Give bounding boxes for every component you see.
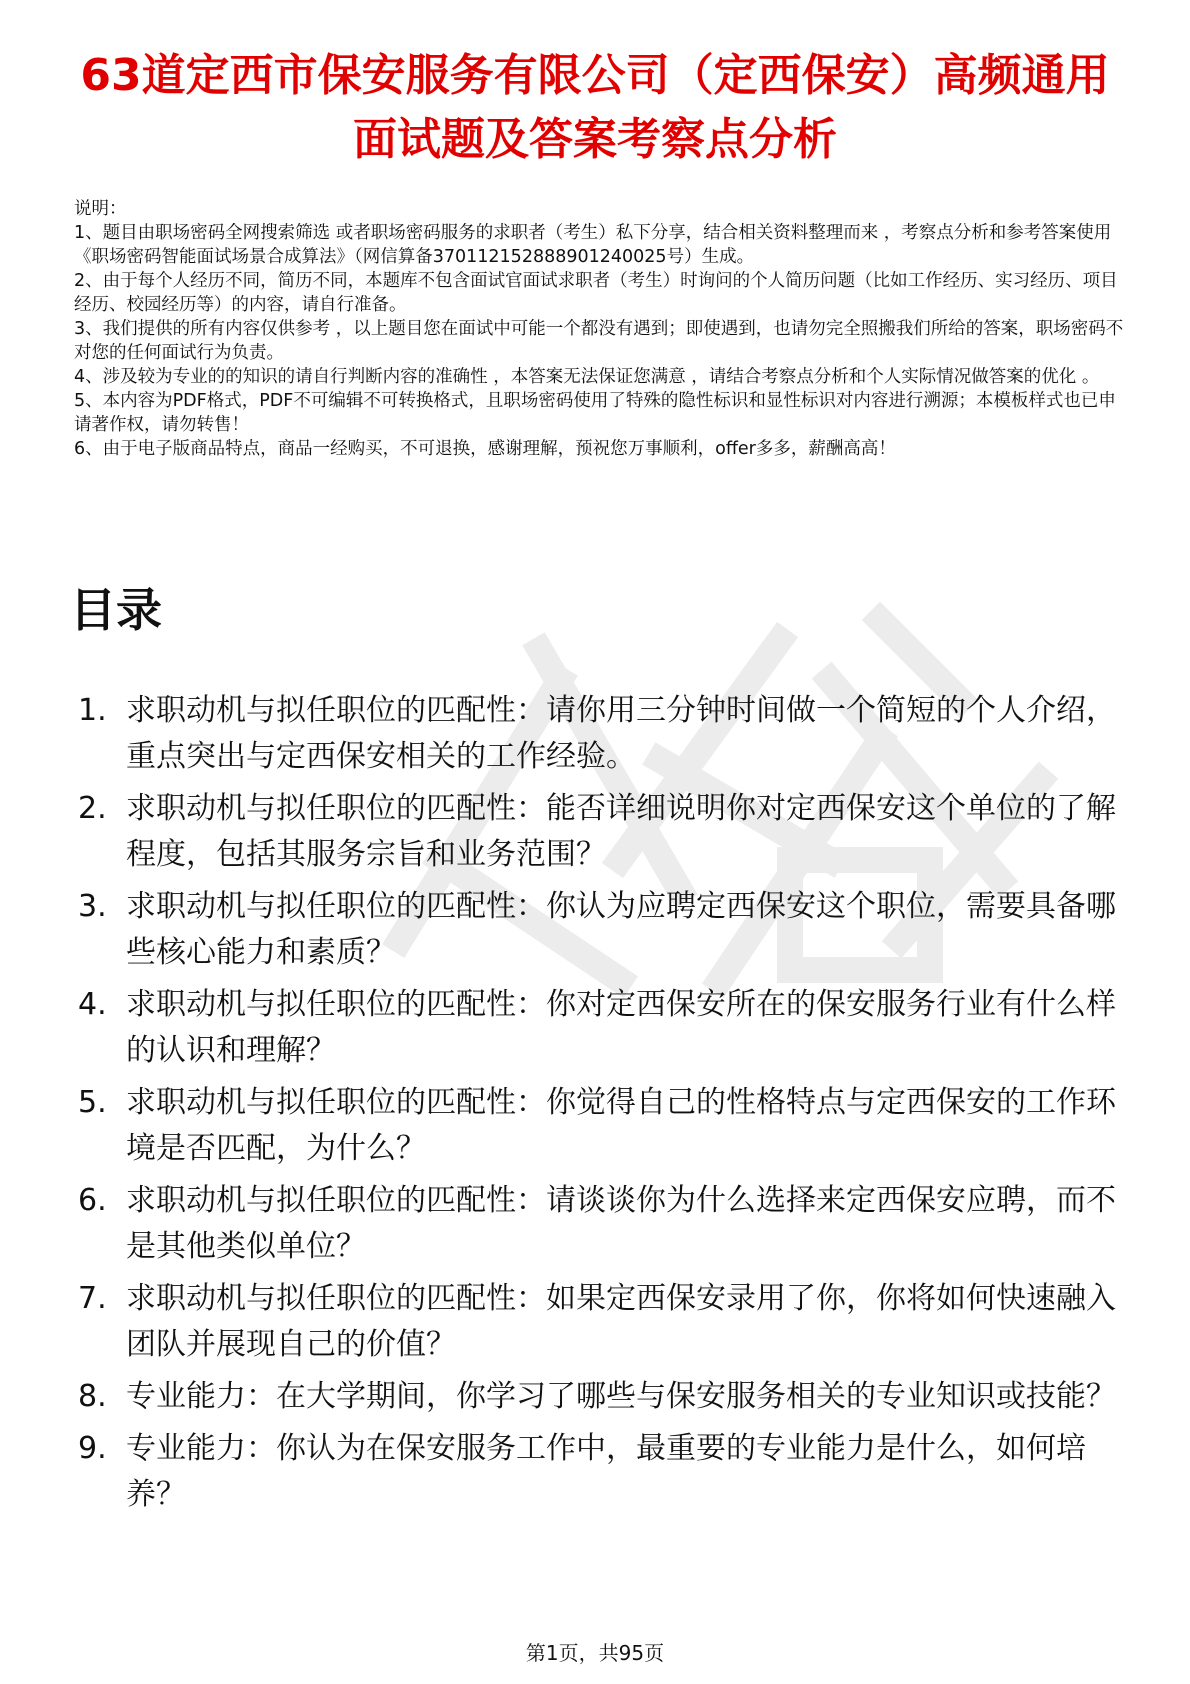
- toc-item-text: 求职动机与拟任职位的匹配性：你对定西保安所在的保安服务行业有什么样的认识和理解？: [126, 987, 1116, 1068]
- toc-item-text: 求职动机与拟任职位的匹配性：请谈谈你为什么选择来定西保安应聘，而不是其他类似单位？: [126, 1183, 1116, 1264]
- toc-item-number: 6.: [78, 1183, 107, 1218]
- toc-item-text: 求职动机与拟任职位的匹配性：请你用三分钟时间做一个简短的个人介绍，重点突出与定西保安相关的工作经验。: [126, 693, 1116, 774]
- toc-item-text: 求职动机与拟任职位的匹配性：你觉得自己的性格特点与定西保安的工作环境是否匹配，为什么？: [126, 1085, 1116, 1166]
- note-item: 3、我们提供的所有内容仅供参考 ，以上题目您在面试中可能一个都没有遇到；即使遇到，也请勿完全照搬我们所给的答案，职场密码不对您的任何面试行为负责。: [74, 319, 1124, 363]
- toc-item-text: 求职动机与拟任职位的匹配性：能否详细说明你对定西保安这个单位的了解程度，包括其服务宗旨和业务范围？: [126, 791, 1116, 872]
- toc-item-text: 求职动机与拟任职位的匹配性：如果定西保安录用了你，你将如何快速融入团队并展现自己的价值？: [126, 1281, 1116, 1362]
- toc-item[interactable]: [70, 982, 1120, 1074]
- toc-item-number: 1.: [78, 693, 107, 728]
- toc-item-number: 3.: [78, 889, 107, 924]
- notes-heading: 说明：: [74, 199, 127, 219]
- note-item: 6、由于电子版商品特点，商品一经购买，不可退换，感谢理解，预祝您万事顺利，offer多多，薪酬高高！: [74, 439, 896, 459]
- note-item: 4、涉及较为专业的的知识的请自行判断内容的准确性 ，本答案无法保证您满意 ，请结合考察点分析和个人实际情况做答案的优化 。: [74, 367, 1100, 387]
- document-title: 63道定西市保安服务有限公司（定西保安）高频通用面试题及答案考察点分析: [80, 50, 1110, 165]
- toc-list: [70, 688, 1120, 1524]
- toc-item-number: 4.: [78, 987, 107, 1022]
- toc-item[interactable]: [70, 688, 1120, 780]
- toc-item[interactable]: [70, 1276, 1120, 1368]
- page-number-footer: 第1页，共95页: [525, 1641, 665, 1665]
- toc-item-number: 5.: [78, 1085, 107, 1120]
- toc-item[interactable]: [70, 884, 1120, 976]
- note-item: 2、由于每个人经历不同，简历不同，本题库不包含面试官面试求职者（考生）时询问的个人简历问题（比如工作经历、实习经历、项目经历、校园经历等）的内容，请自行准备。: [74, 271, 1118, 315]
- note-item: 1、题目由职场密码全网搜索筛选 或者职场密码服务的求职者（考生）私下分享，结合相关资料整理而来 ，考察点分析和参考答案使用《职场密码智能面试场景合成算法》（网信算备370112152888901240025号）生成。: [74, 223, 1112, 267]
- toc-item-number: 2.: [78, 791, 107, 826]
- note-item: 5、本内容为PDF格式，PDF不可编辑不可转换格式，且职场密码使用了特殊的隐性标识和显性标识对内容进行溯源；本模板样式也已申请著作权，请勿转售！: [74, 391, 1116, 435]
- toc-item-text: 专业能力：你认为在保安服务工作中，最重要的专业能力是什么，如何培养？: [126, 1431, 1086, 1512]
- toc-item[interactable]: [70, 1374, 1120, 1420]
- toc-item[interactable]: [70, 1426, 1120, 1518]
- toc-item-number: 7.: [78, 1281, 107, 1316]
- toc-item-number: 9.: [78, 1431, 107, 1466]
- toc-item-number: 8.: [78, 1379, 107, 1414]
- notes-section: [74, 197, 1124, 461]
- toc-item[interactable]: [70, 1178, 1120, 1270]
- toc-item[interactable]: [70, 1080, 1120, 1172]
- toc-item[interactable]: [70, 786, 1120, 878]
- toc-heading: 目录: [70, 583, 162, 637]
- toc-item-text: 专业能力：在大学期间，你学习了哪些与保安服务相关的专业知识或技能？: [126, 1379, 1116, 1414]
- toc-item-text: 求职动机与拟任职位的匹配性：你认为应聘定西保安这个职位，需要具备哪些核心能力和素质？: [126, 889, 1116, 970]
